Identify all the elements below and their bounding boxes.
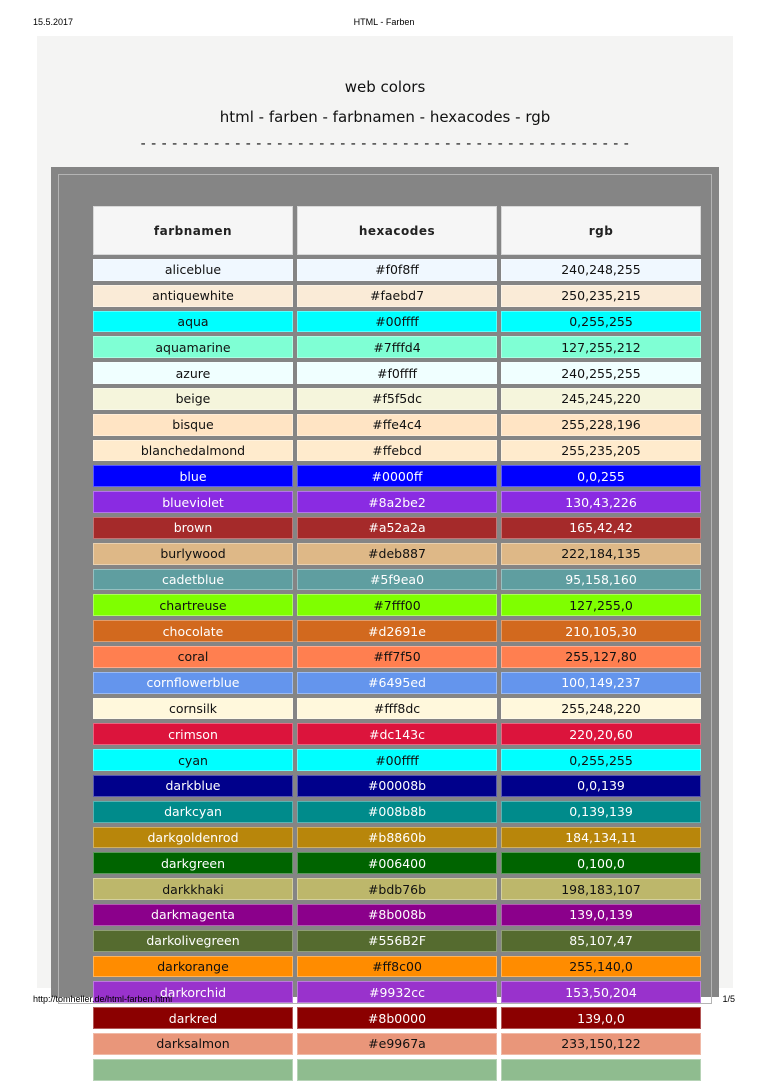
rgb-value-cell: 255,140,0 — [501, 956, 701, 978]
hex-code-cell: #fff8dc — [297, 698, 497, 720]
rgb-value-cell: 100,149,237 — [501, 672, 701, 694]
rgb-value-cell: 0,0,139 — [501, 775, 701, 797]
table-row — [93, 311, 701, 333]
table-row — [93, 362, 701, 384]
rgb-value-cell: 233,150,122 — [501, 1033, 701, 1055]
page-number: 1/5 — [722, 994, 735, 1004]
hex-code-cell: #556B2F — [297, 930, 497, 952]
print-footer — [0, 994, 768, 1008]
table-row — [93, 388, 701, 410]
print-title: HTML - Farben — [353, 17, 415, 27]
color-name-cell: darkkhaki — [93, 878, 293, 900]
color-name-cell: cyan — [93, 749, 293, 771]
color-name-cell: azure — [93, 362, 293, 384]
hex-code-cell: #deb887 — [297, 543, 497, 565]
table-row — [93, 930, 701, 952]
color-name-cell: chocolate — [93, 620, 293, 642]
rgb-value-cell: 250,235,215 — [501, 285, 701, 307]
color-name-cell: cadetblue — [93, 569, 293, 591]
hex-code-cell: #ff7f50 — [297, 646, 497, 668]
rgb-value-cell: 255,228,196 — [501, 414, 701, 436]
rgb-value-cell: 245,245,220 — [501, 388, 701, 410]
rgb-value-cell: 240,248,255 — [501, 259, 701, 281]
hex-code-cell: #a52a2a — [297, 517, 497, 539]
table-row — [93, 1059, 701, 1081]
table-row — [93, 1007, 701, 1029]
color-table-body — [93, 259, 701, 1081]
hex-code-cell: #8b008b — [297, 904, 497, 926]
hex-code-cell: #8b0000 — [297, 1007, 497, 1029]
table-inner-border — [58, 174, 712, 1052]
rgb-value-cell: 0,0,255 — [501, 465, 701, 487]
table-row — [93, 672, 701, 694]
table-row — [93, 543, 701, 565]
color-name-cell: coral — [93, 646, 293, 668]
rgb-value-cell: 198,183,107 — [501, 878, 701, 900]
rgb-value-cell — [501, 1059, 701, 1081]
page-title: web colors — [344, 78, 426, 96]
hex-code-cell: #f0ffff — [297, 362, 497, 384]
hex-code-cell: #bdb76b — [297, 878, 497, 900]
color-name-cell: antiquewhite — [93, 285, 293, 307]
rgb-value-cell: 153,50,204 — [501, 981, 701, 1003]
rgb-value-cell: 130,43,226 — [501, 491, 701, 513]
table-row — [93, 723, 701, 745]
hex-code-cell: #5f9ea0 — [297, 569, 497, 591]
color-name-cell: darkolivegreen — [93, 930, 293, 952]
color-name-cell: blue — [93, 465, 293, 487]
color-name-cell: chartreuse — [93, 594, 293, 616]
table-row — [93, 801, 701, 823]
color-name-cell: darksalmon — [93, 1033, 293, 1055]
table-row — [93, 491, 701, 513]
rgb-value-cell: 184,134,11 — [501, 827, 701, 849]
hex-code-cell: #7fff00 — [297, 594, 497, 616]
color-name-cell: darkgreen — [93, 852, 293, 874]
color-name-cell: crimson — [93, 723, 293, 745]
rgb-value-cell: 127,255,0 — [501, 594, 701, 616]
table-row — [93, 336, 701, 358]
table-row — [93, 956, 701, 978]
table-row — [93, 775, 701, 797]
rgb-value-cell: 139,0,139 — [501, 904, 701, 926]
table-row — [93, 465, 701, 487]
rgb-value-cell: 0,139,139 — [501, 801, 701, 823]
color-name-cell: cornsilk — [93, 698, 293, 720]
hex-code-cell: #7fffd4 — [297, 336, 497, 358]
table-row — [93, 646, 701, 668]
color-name-cell: darkcyan — [93, 801, 293, 823]
hex-code-cell — [297, 1059, 497, 1081]
color-name-cell: darkblue — [93, 775, 293, 797]
hex-code-cell: #00ffff — [297, 311, 497, 333]
hex-code-cell: #00008b — [297, 775, 497, 797]
color-name-cell: aquamarine — [93, 336, 293, 358]
color-name-cell: cornflowerblue — [93, 672, 293, 694]
color-name-cell: blanchedalmond — [93, 440, 293, 462]
page-subtitle: html - farben - farbnamen - hexacodes - rgb — [219, 108, 551, 126]
table-row — [93, 414, 701, 436]
table-row — [93, 517, 701, 539]
header-hexacodes: hexacodes — [297, 206, 497, 255]
hex-code-cell: #6495ed — [297, 672, 497, 694]
hex-code-cell: #f5f5dc — [297, 388, 497, 410]
table-header-row — [93, 206, 701, 255]
rgb-value-cell: 85,107,47 — [501, 930, 701, 952]
hex-code-cell: #8a2be2 — [297, 491, 497, 513]
color-name-cell: aqua — [93, 311, 293, 333]
table-row — [93, 749, 701, 771]
rgb-value-cell: 0,255,255 — [501, 311, 701, 333]
print-date: 15.5.2017 — [33, 17, 74, 27]
rgb-value-cell: 165,42,42 — [501, 517, 701, 539]
rgb-value-cell: 240,255,255 — [501, 362, 701, 384]
table-row — [93, 1033, 701, 1055]
rgb-value-cell: 95,158,160 — [501, 569, 701, 591]
hex-code-cell: #ffe4c4 — [297, 414, 497, 436]
table-row — [93, 285, 701, 307]
hex-code-cell: #b8860b — [297, 827, 497, 849]
hex-code-cell: #e9967a — [297, 1033, 497, 1055]
color-table — [89, 202, 705, 1085]
color-name-cell: darkred — [93, 1007, 293, 1029]
hex-code-cell: #ffebcd — [297, 440, 497, 462]
table-row — [93, 852, 701, 874]
color-name-cell: burlywood — [93, 543, 293, 565]
hex-code-cell: #dc143c — [297, 723, 497, 745]
table-row — [93, 594, 701, 616]
print-header — [0, 17, 768, 31]
hex-code-cell: #d2691e — [297, 620, 497, 642]
header-farbnamen: farbnamen — [93, 206, 293, 255]
table-row — [93, 620, 701, 642]
color-name-cell: beige — [93, 388, 293, 410]
hex-code-cell: #9932cc — [297, 981, 497, 1003]
color-name-cell — [93, 1059, 293, 1081]
rgb-value-cell: 127,255,212 — [501, 336, 701, 358]
table-row — [93, 878, 701, 900]
color-name-cell: aliceblue — [93, 259, 293, 281]
rgb-value-cell: 255,248,220 — [501, 698, 701, 720]
rgb-value-cell: 139,0,0 — [501, 1007, 701, 1029]
color-name-cell: brown — [93, 517, 293, 539]
rgb-value-cell: 220,20,60 — [501, 723, 701, 745]
table-row — [93, 904, 701, 926]
rgb-value-cell: 255,235,205 — [501, 440, 701, 462]
hex-code-cell: #008b8b — [297, 801, 497, 823]
color-name-cell: darkgoldenrod — [93, 827, 293, 849]
color-name-cell: darkorchid — [93, 981, 293, 1003]
page-url: http://tomheller.de/html-farben.html — [33, 994, 173, 1004]
rgb-value-cell: 210,105,30 — [501, 620, 701, 642]
rgb-value-cell: 0,100,0 — [501, 852, 701, 874]
table-row — [93, 259, 701, 281]
hex-code-cell: #ff8c00 — [297, 956, 497, 978]
color-name-cell: bisque — [93, 414, 293, 436]
hex-code-cell: #006400 — [297, 852, 497, 874]
rgb-value-cell: 222,184,135 — [501, 543, 701, 565]
header-rgb: rgb — [501, 206, 701, 255]
hex-code-cell: #faebd7 — [297, 285, 497, 307]
color-name-cell: blueviolet — [93, 491, 293, 513]
rgb-value-cell: 255,127,80 — [501, 646, 701, 668]
separator-line: - - - - - - - - - - - - - - - - - - - - - - - - - - - - - - - - - - - - - - - - - - - - - - - — [140, 136, 630, 152]
table-row — [93, 440, 701, 462]
color-name-cell: darkorange — [93, 956, 293, 978]
table-row — [93, 827, 701, 849]
hex-code-cell: #f0f8ff — [297, 259, 497, 281]
rgb-value-cell: 0,255,255 — [501, 749, 701, 771]
hex-code-cell: #0000ff — [297, 465, 497, 487]
hex-code-cell: #00ffff — [297, 749, 497, 771]
color-name-cell: darkmagenta — [93, 904, 293, 926]
table-row — [93, 569, 701, 591]
table-row — [93, 698, 701, 720]
